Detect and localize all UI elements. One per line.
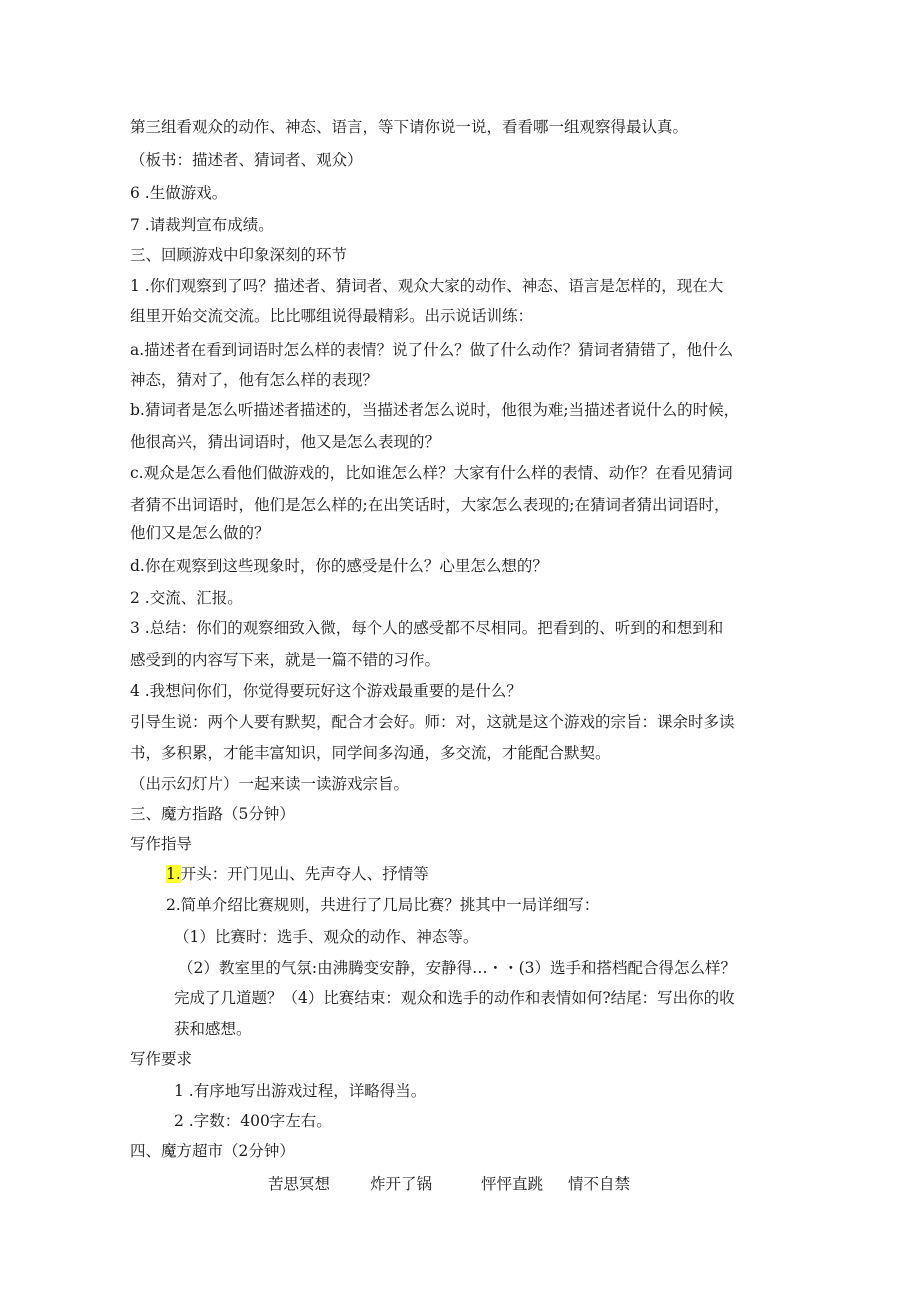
word-item: 苦思冥想 (268, 1175, 331, 1193)
paragraph-line: 他很高兴，猜出词语时，他又是怎么表现的？ (130, 433, 441, 451)
list-item: （2）教室里的气氛:由沸腾变安静，安静得…・・(3）选手和搭档配合得怎么样？ (178, 959, 736, 977)
paragraph-line: d.你在观察到这些现象时，你的感受是什么？心里怎么想的？ (130, 557, 548, 575)
list-item: 1 .有序地写出游戏过程，详略得当。 (174, 1082, 427, 1100)
paragraph-line: c.观众是怎么看他们做游戏的，比如谁怎么样？大家有什么样的表情、动作？在看见猜词 (130, 464, 733, 482)
paragraph-line: 者猜不出词语时，他们是怎么样的;在出笑话时，大家怎么表现的;在猜词者猜出词语时， (130, 496, 730, 514)
paragraph-line: 第三组看观众的动作、神态、语言，等下请你说一说，看看哪一组观察得最认真。 (130, 118, 689, 136)
list-item: 2.简单介绍比赛规则，共进行了几局比赛？挑其中一局详细写： (166, 896, 600, 914)
paragraph-line: 1 .你们观察到了吗？描述者、猜词者、观众大家的动作、神态、语言是怎样的，现在大 (130, 277, 724, 295)
paragraph-line: 3 .总结：你们的观察细致入微，每个人的感受都不尽相同。把看到的、听到的和想到和 (130, 619, 724, 637)
paragraph-line: b.猜词者是怎么听描述者描述的，当描述者怎么说时，他很为难;当描述者说什么的时候， (130, 401, 740, 419)
paragraph-line: 他们又是怎么做的？ (130, 524, 270, 542)
paragraph-line: 感受到的内容写下来，就是一篇不错的习作。 (130, 651, 441, 669)
list-item: 2 .字数：400字左右。 (174, 1112, 332, 1130)
highlight-marker: 1. (166, 865, 181, 883)
paragraph-line: 书，多积累，才能丰富知识，同学间多沟通，多交流，才能配合默契。 (130, 744, 611, 762)
paragraph-line: （出示幻灯片）一起来读一读游戏宗旨。 (130, 775, 410, 793)
subheading-writing-requirements: 写作要求 (130, 1050, 193, 1068)
subheading-writing-guide: 写作指导 (130, 835, 193, 853)
step-6: 6 .生做游戏。 (130, 184, 228, 202)
word-bank (0, 1174, 920, 1196)
list-item: （1）比赛时：选手、观众的动作、神态等。 (174, 928, 479, 946)
section-heading-market: 四、魔方超市（2分钟） (130, 1142, 295, 1160)
word-item: 情不自禁 (568, 1175, 631, 1193)
section-heading-review: 三、回顾游戏中印象深刻的环节 (130, 246, 348, 264)
paragraph-line: 组里开始交流交流。比比哪组说得最精彩。出示说话训练： (130, 307, 534, 325)
list-item: 完成了几道题？（4）比赛结束：观众和选手的动作和表情如何?结尾：写出你的收 (174, 989, 735, 1007)
step-7: 7 .请裁判宣布成绩。 (130, 216, 274, 234)
paragraph-line: a.描述者在看到词语时怎么样的表情？说了什么？做了什么动作？猜词者猜错了，他什么 (130, 341, 734, 359)
word-item: 炸开了锅 (370, 1175, 433, 1193)
paragraph-line: 4 .我想问你们，你觉得要玩好这个游戏最重要的是什么？ (130, 682, 522, 700)
list-item: 获和感想。 (174, 1020, 252, 1038)
paragraph-line: 2 .交流、汇报。 (130, 589, 243, 607)
board-note: （板书：描述者、猜词者、观众） (130, 151, 363, 169)
word-item: 怦怦直跳 (481, 1175, 544, 1193)
list-item: 1.开头：开门见山、先声夺人、抒情等 (166, 865, 429, 883)
paragraph-line: 神态，猜对了，他有怎么样的表现？ (130, 371, 379, 389)
section-heading-guide: 三、魔方指路（5分钟） (130, 805, 295, 823)
paragraph-line: 引导生说：两个人要有默契，配合才会好。师：对，这就是这个游戏的宗旨：课余时多读 (130, 713, 735, 731)
